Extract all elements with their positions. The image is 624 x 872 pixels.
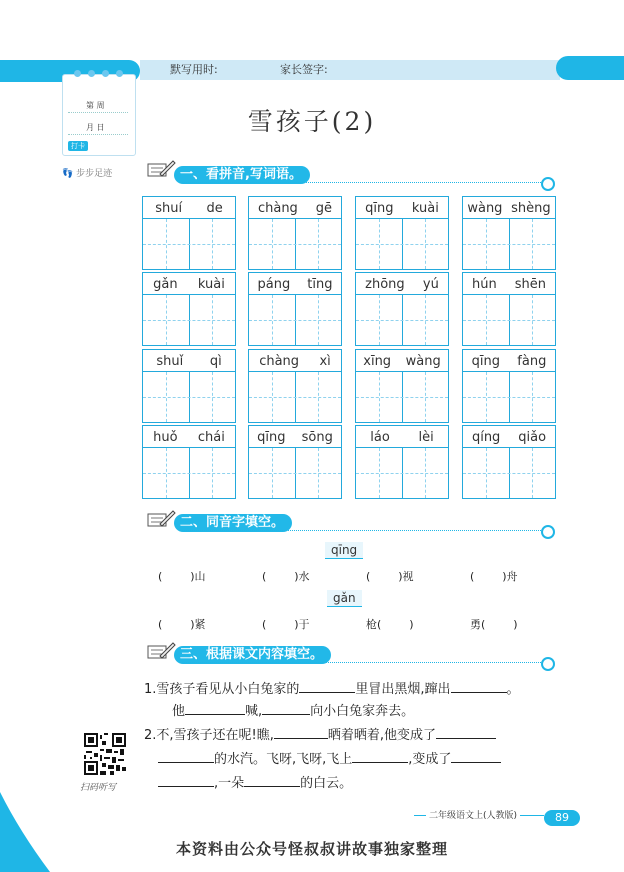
parent-sign-label: 家长签字: <box>280 63 328 76</box>
pinyin-syllable: yú <box>422 276 439 292</box>
section-3-rule <box>180 662 545 663</box>
pencil-icon <box>146 508 176 530</box>
answer-blank[interactable] <box>262 714 310 715</box>
answer-blank[interactable] <box>299 692 355 693</box>
calendar-badge: 打卡 <box>68 141 88 151</box>
footprint-icon: 👣 <box>62 169 74 179</box>
answer-blank[interactable] <box>352 762 408 763</box>
writing-cell[interactable] <box>142 294 236 346</box>
writing-cell[interactable] <box>248 447 342 499</box>
pinyin-syllable: xīng <box>363 353 392 369</box>
answer-blank[interactable] <box>451 762 501 763</box>
pinyin-label-box <box>142 349 236 372</box>
homophone-item: 勇( ) <box>470 618 518 631</box>
section-3-dot <box>541 657 555 671</box>
fill-line-3: 2.不,雪孩子还在呢!瞧, 晒着晒着,他变成了 <box>144 724 496 743</box>
answer-blank[interactable] <box>158 786 214 787</box>
writing-cell[interactable] <box>355 371 449 423</box>
writing-cell[interactable] <box>142 218 236 270</box>
pinyin-syllable: huǒ <box>153 429 178 445</box>
homophone-item: ( )水 <box>262 570 310 583</box>
pinyin-syllable: xì <box>319 353 331 369</box>
section-1-title: 一、看拼音,写词语。 <box>174 166 310 184</box>
pinyin-syllable: shèng <box>511 200 551 216</box>
pinyin-syllable: zhōng <box>365 276 405 292</box>
pinyin-syllable: qīng <box>471 353 500 369</box>
pinyin-syllable: hún <box>472 276 497 292</box>
pinyin-label-box <box>142 196 236 219</box>
homophone-item: 枪( ) <box>366 618 414 631</box>
header-band-right <box>556 56 624 80</box>
pinyin-syllable: wàng <box>405 353 441 369</box>
answer-blank[interactable] <box>185 714 245 715</box>
writing-cell[interactable] <box>248 371 342 423</box>
pinyin-syllable: shuǐ <box>156 353 184 369</box>
answer-blank[interactable] <box>244 786 300 787</box>
writing-cell[interactable] <box>355 218 449 270</box>
calendar-week: 第 周 <box>86 101 105 110</box>
writing-cell[interactable] <box>462 218 556 270</box>
pinyin-syllable: qiǎo <box>518 429 547 445</box>
pinyin-syllable: gǎn <box>153 276 178 292</box>
answer-blank[interactable] <box>158 762 214 763</box>
footprint-note <box>62 166 112 179</box>
calendar-ring <box>116 70 123 77</box>
pinyin-label-box <box>462 196 556 219</box>
qr-code[interactable] <box>84 733 126 775</box>
pinyin-label-box <box>355 196 449 219</box>
homophone-item: ( )山 <box>158 570 206 583</box>
pinyin-label-box <box>462 425 556 448</box>
watermark-text: 本资料由公众号怪叔叔讲故事独家整理 <box>175 840 448 858</box>
pinyin-label-box <box>248 425 342 448</box>
fill-line-4: 的水汽。飞呀,飞呀,飞上 ,变成了 <box>158 748 501 767</box>
pinyin-syllable: qíng <box>471 429 501 445</box>
writing-cell[interactable] <box>142 371 236 423</box>
homophone-pinyin-2: gǎn <box>327 590 362 607</box>
pinyin-syllable: kuài <box>197 276 225 292</box>
corner-decoration <box>0 792 50 872</box>
calendar-ring <box>74 70 81 77</box>
writing-cell[interactable] <box>462 294 556 346</box>
section-2-rule <box>180 530 545 531</box>
section-1-dot <box>541 177 555 191</box>
section-1-rule <box>180 182 545 183</box>
writing-cell[interactable] <box>248 294 342 346</box>
page-title: 雪孩子(2) <box>247 107 377 136</box>
pinyin-syllable: wàng <box>467 200 503 216</box>
writing-cell[interactable] <box>462 447 556 499</box>
copy-time-label: 默写用时: <box>170 63 218 76</box>
pinyin-label-box <box>248 272 342 295</box>
pinyin-label-box <box>355 349 449 372</box>
pinyin-label-box <box>248 196 342 219</box>
pinyin-syllable: qīng <box>365 200 394 216</box>
calendar-ring <box>88 70 95 77</box>
writing-cell[interactable] <box>355 294 449 346</box>
homophone-item: ( )于 <box>262 618 310 631</box>
homophone-pinyin-1: qīng <box>325 542 363 559</box>
writing-cell[interactable] <box>355 447 449 499</box>
pinyin-syllable: shuí <box>155 200 183 216</box>
fill-line-2: 他 喊, 向小白兔家奔去。 <box>172 704 415 719</box>
pinyin-syllable: chái <box>197 429 225 445</box>
pinyin-syllable: de <box>206 200 223 216</box>
page-number: 89 <box>544 810 580 826</box>
pinyin-label-box <box>462 349 556 372</box>
pinyin-syllable: qì <box>209 353 222 369</box>
pinyin-label-box <box>355 425 449 448</box>
pinyin-syllable: sōng <box>301 429 333 445</box>
pinyin-label-box <box>248 349 342 372</box>
section-2-title: 二、同音字填空。 <box>174 514 292 532</box>
pinyin-label-box <box>355 272 449 295</box>
pinyin-label-box <box>142 425 236 448</box>
pencil-icon <box>146 158 176 180</box>
calendar-date: 月 日 <box>86 123 105 132</box>
writing-cell[interactable] <box>248 218 342 270</box>
pinyin-syllable: gē <box>315 200 333 216</box>
pinyin-syllable: fàng <box>517 353 547 369</box>
pinyin-label-box <box>462 272 556 295</box>
book-label: 二年级语文上(人教版) <box>426 808 520 821</box>
fill-line-1: 1.雪孩子看见从小白兔家的 里冒出黑烟,蹿出 。 <box>144 682 520 697</box>
pencil-icon <box>146 640 176 662</box>
pinyin-label-box <box>142 272 236 295</box>
pinyin-syllable: páng <box>257 276 291 292</box>
footprint-label: 步步足迹 <box>76 169 113 179</box>
calendar-ring <box>102 70 109 77</box>
pinyin-syllable: tīng <box>307 276 333 292</box>
fill-line-5: ,一朵 的白云。 <box>158 772 352 791</box>
writing-cell[interactable] <box>142 447 236 499</box>
answer-blank[interactable] <box>436 738 496 739</box>
pinyin-syllable: chàng <box>257 200 298 216</box>
homophone-item: ( )紧 <box>158 618 206 631</box>
pinyin-syllable: chàng <box>259 353 300 369</box>
homophone-item: ( )视 <box>366 570 414 583</box>
qr-caption: 扫码听写 <box>80 783 117 793</box>
homophone-item: ( )舟 <box>470 570 518 583</box>
pinyin-syllable: lèi <box>418 429 434 445</box>
writing-cell[interactable] <box>462 371 556 423</box>
pinyin-syllable: shēn <box>514 276 546 292</box>
answer-blank[interactable] <box>274 738 328 739</box>
section-2-dot <box>541 525 555 539</box>
section-3-title: 三、根据课文内容填空。 <box>174 646 331 664</box>
answer-blank[interactable] <box>451 692 507 693</box>
pinyin-syllable: láo <box>370 429 390 445</box>
pinyin-syllable: kuài <box>411 200 439 216</box>
pinyin-syllable: qīng <box>257 429 286 445</box>
